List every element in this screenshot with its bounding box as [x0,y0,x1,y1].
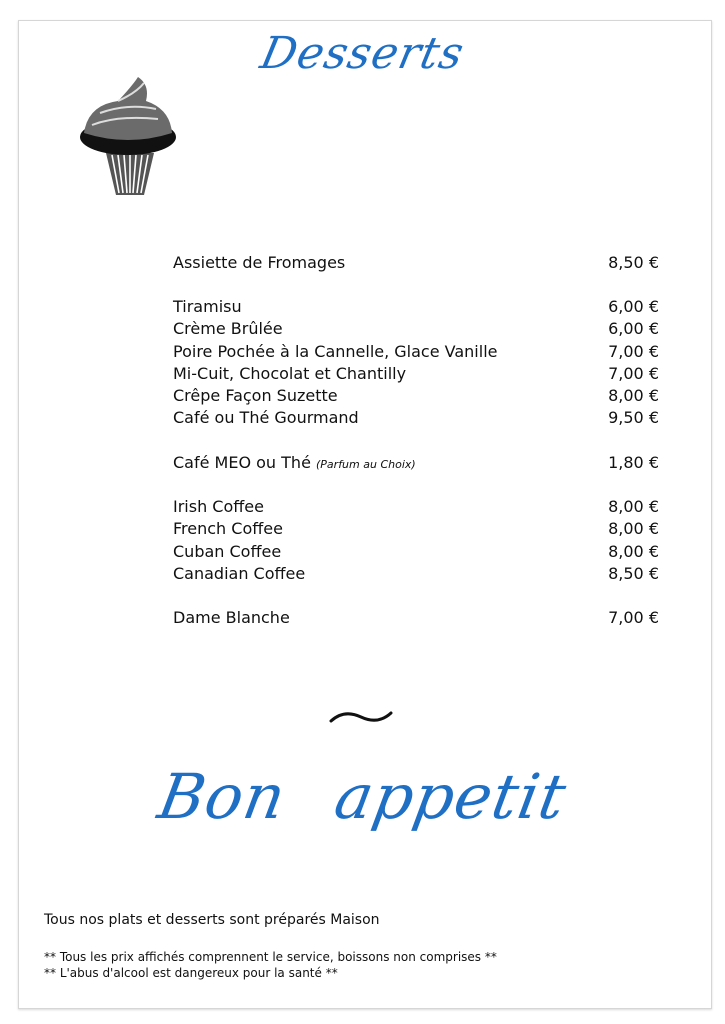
alcohol-warning: ** L'abus d'alcool est dangereux pour la santé ** [44,966,338,980]
item-name: Café MEO ou Thé [173,453,311,472]
menu-item [173,386,659,406]
item-price: 8,50 € [608,564,659,583]
item-price: 8,00 € [608,542,659,561]
item-price: 6,00 € [608,319,659,338]
item-price: 8,00 € [608,497,659,516]
menu-item [173,319,659,339]
menu-item [173,253,659,273]
menu-item [173,408,659,428]
menu-title: Desserts [256,28,469,79]
item-price: 7,00 € [608,342,659,361]
menu-item [173,297,659,317]
service-note: ** Tous les prix affichés comprennent le service, boissons non comprises ** [44,950,497,964]
menu-item [173,364,659,384]
item-name: Dame Blanche [173,608,290,627]
item-price: 7,00 € [608,364,659,383]
bon-appetit-heading: Bon appetit [152,760,573,833]
cupcake-icon [78,75,178,197]
tilde-divider-icon [328,705,394,729]
menu-item [173,453,659,475]
item-name: Canadian Coffee [173,564,306,583]
item-price: 8,00 € [608,386,659,405]
item-name: Crêpe Façon Suzette [173,386,338,405]
item-name: Mi-Cuit, Chocolat et Chantilly [173,364,407,383]
item-name: Café ou Thé Gourmand [173,408,359,427]
menu-item [173,342,659,362]
item-name: Cuban Coffee [173,542,282,561]
menu-item [173,608,659,628]
item-price: 8,50 € [608,253,659,272]
menu-item [173,564,659,584]
item-name: French Coffee [173,519,283,538]
menu-item [173,497,659,517]
item-price: 1,80 € [608,453,659,472]
item-name: Poire Pochée à la Cannelle, Glace Vanille [173,342,498,361]
menu-item [173,519,659,539]
homemade-note: Tous nos plats et desserts sont préparés Maison [44,912,380,928]
item-name: Assiette de Fromages [173,253,346,272]
item-note: (Parfum au Choix) [316,458,416,471]
item-price: 8,00 € [608,519,659,538]
item-name: Tiramisu [173,297,242,316]
item-name: Crème Brûlée [173,319,283,338]
item-price: 6,00 € [608,297,659,316]
item-price: 7,00 € [608,608,659,627]
item-name: Irish Coffee [173,497,264,516]
item-price: 9,50 € [608,408,659,427]
menu-item [173,542,659,562]
